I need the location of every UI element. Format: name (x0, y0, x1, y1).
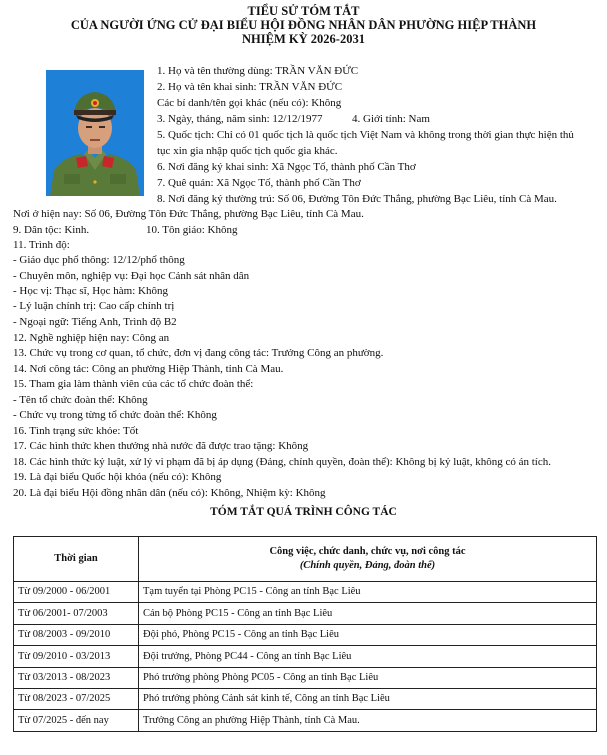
bio-hometown: 7. Quê quán: Xã Ngọc Tố, thành phố Cần Thơ (157, 177, 361, 189)
row-time: Từ 08/2003 - 09/2010 (14, 624, 139, 645)
row-job: Trưởng Công an phường Hiệp Thành, tỉnh Cà Mau. (139, 710, 597, 731)
bio-specialty: - Chuyên môn, nghiệp vụ: Đại học Cảnh sát nhân dân (13, 270, 250, 282)
column-header-time: Thời gian (14, 537, 139, 582)
row-time: Từ 06/2001- 07/2003 (14, 603, 139, 624)
row-time: Từ 09/2000 - 06/2001 (14, 582, 139, 603)
row-job: Phó trưởng phòng Cảnh sát kinh tế, Công an tỉnh Bạc Liêu (139, 688, 597, 709)
row-job: Tạm tuyển tại Phòng PC15 - Công an tỉnh Bạc Liêu (139, 582, 597, 603)
bio-position: 13. Chức vụ trong cơ quan, tổ chức, đơn vị đang công tác: Trưởng Công an phường. (13, 347, 384, 359)
title-line-2: CỦA NGƯỜI ỨNG CỬ ĐẠI BIỂU HỘI ĐỒNG NHÂN DÂN PHƯỜNG HIỆP THÀNH (70, 18, 537, 32)
bio-awards: 17. Các hình thức khen thưởng nhà nước đã được trao tặng: Không (13, 440, 309, 452)
table-row (14, 582, 597, 603)
bio-education-heading: 11. Trình độ: (13, 239, 70, 251)
bio-discipline: 18. Các hình thức kỷ luật, xử lý vi phạm đã bị áp dụng (Đảng, chính quyền, đoàn thể): Không bị kỷ luật, không có án tích. (13, 456, 551, 468)
bio-residence: 8. Nơi đăng ký thường trú: Số 06, Đường Tôn Đức Thắng, phường Bạc Liêu, tỉnh Cà Mau. (157, 193, 557, 205)
table-header-row (14, 537, 597, 582)
work-history-title: TÓM TẮT QUÁ TRÌNH CÔNG TÁC (210, 506, 397, 518)
bio-nationality-cont: tục xin gia nhập quốc tịch quốc gia khác. (157, 145, 338, 157)
title-line-1: TIỂU SỬ TÓM TẮT (247, 4, 360, 18)
table-row (14, 603, 597, 624)
title-line-3: NHIỆM KỲ 2026-2031 (242, 32, 365, 46)
bio-organization-name: - Tên tổ chức đoàn thể: Không (13, 394, 148, 406)
bio-organizations: 15. Tham gia làm thành viên của các tổ chức đoàn thể: (13, 378, 254, 390)
bio-occupation: 12. Nghề nghiệp hiện nay: Công an (13, 332, 170, 344)
table-row (14, 624, 597, 645)
bio-birth-name: 2. Họ và tên khai sinh: TRẦN VĂN ĐỨC (157, 81, 343, 93)
row-job: Đội trưởng, Phòng PC44 - Công an tỉnh Bạc Liêu (139, 646, 597, 667)
column-header-job-line1: Công việc, chức danh, chức vụ, nơi công tác (269, 546, 466, 558)
table-row (14, 688, 597, 709)
bio-religion: 10. Tôn giáo: Không (146, 224, 238, 236)
bio-current-address: Nơi ở hiện nay: Số 06, Đường Tôn Đức Thắng, phường Bạc Liêu, tỉnh Cà Mau. (13, 208, 364, 220)
bio-common-name: 1. Họ và tên thường dùng: TRẦN VĂN ĐỨC (157, 65, 359, 77)
document-title (0, 4, 607, 46)
bio-birth-place: 6. Nơi đăng ký khai sinh: Xã Ngọc Tố, thành phố Cần Thơ (157, 161, 416, 173)
bio-general-education: - Giáo dục phổ thông: 12/12/phổ thông (13, 254, 185, 266)
bio-birth-date: 3. Ngày, tháng, năm sinh: 12/12/1977 (157, 113, 323, 125)
bio-foreign-language: - Ngoại ngữ: Tiếng Anh, Trình độ B2 (13, 316, 177, 328)
column-header-job-line2: (Chính quyền, Đảng, đoàn thể) (299, 560, 436, 571)
row-time: Từ 07/2025 - đến nay (14, 710, 139, 731)
bio-health: 16. Tình trạng sức khỏe: Tốt (13, 425, 139, 437)
table-row (14, 667, 597, 688)
bio-degree: - Học vị: Thạc sĩ, Học hàm: Không (13, 285, 168, 297)
row-time: Từ 03/2013 - 08/2023 (14, 667, 139, 688)
bio-political-theory: - Lý luận chính trị: Cao cấp chính trị (13, 300, 175, 312)
bio-organization-role: - Chức vụ trong từng tổ chức đoàn thể: Không (13, 409, 217, 421)
row-time: Từ 09/2010 - 03/2013 (14, 646, 139, 667)
portrait-photo (46, 70, 144, 196)
row-job: Cán bộ Phòng PC15 - Công an tỉnh Bạc Liêu (139, 603, 597, 624)
bio-nationality: 5. Quốc tịch: Chỉ có 01 quốc tịch là quốc tịch Việt Nam và không trong thời gian thực hiện thủ (157, 129, 574, 141)
column-header-job (139, 537, 597, 582)
bio-ethnicity: 9. Dân tộc: Kinh. (13, 224, 90, 236)
bio-workplace: 14. Nơi công tác: Công an phường Hiệp Thành, tỉnh Cà Mau. (13, 363, 284, 375)
work-history-table (13, 536, 597, 732)
bio-gender: 4. Giới tính: Nam (352, 113, 430, 125)
bio-aliases: Các bí danh/tên gọi khác (nếu có): Không (157, 97, 342, 109)
table-row (14, 710, 597, 731)
row-job: Phó trưởng phòng Phòng PC05 - Công an tỉnh Bạc Liêu (139, 667, 597, 688)
row-time: Từ 08/2023 - 07/2025 (14, 688, 139, 709)
bio-people-council: 20. Là đại biểu Hội đồng nhân dân (nếu có): Không, Nhiệm kỳ: Không (13, 487, 326, 499)
row-job: Đội phó, Phòng PC15 - Công an tỉnh Bạc Liêu (139, 624, 597, 645)
table-row (14, 646, 597, 667)
bio-national-assembly: 19. Là đại biểu Quốc hội khóa (nếu có): Không (13, 471, 222, 483)
